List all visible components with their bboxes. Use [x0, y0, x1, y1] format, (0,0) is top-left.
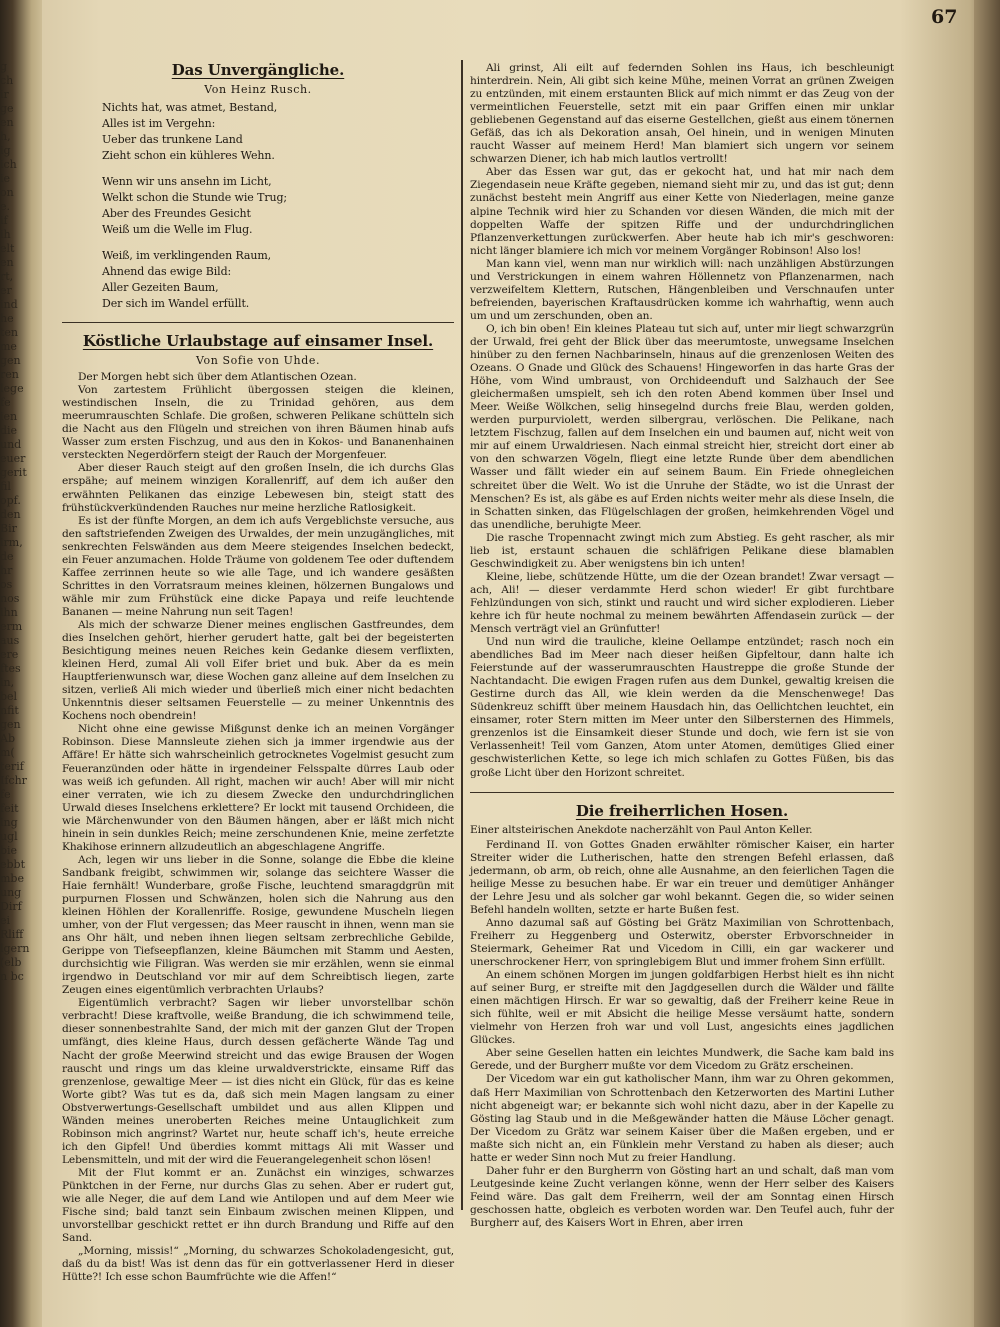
margin-fragment: h, — [0, 130, 11, 143]
margin-fragment: ihn — [0, 606, 18, 619]
margin-fragment: bel — [0, 690, 18, 703]
margin-fragment: fil — [0, 480, 11, 493]
margin-fragment: ung — [0, 886, 22, 899]
margin-fragment: ebbt — [0, 858, 26, 871]
margin-fragment: nos — [0, 592, 20, 605]
margin-fragment: ich — [0, 158, 17, 171]
paragraph: Aber seine Gesellen hatten ein leichtes Mundwerk, die Sache kam bald ins Gerede, und der Burgherr mußte vor dem Vicedom zu Grätz erscheinen. — [470, 1047, 894, 1073]
margin-fragment: he — [0, 312, 14, 325]
anecdote-intro: Einer altsteirischen Anekdote nacherzählt von Paul Anton Keller. — [470, 823, 813, 836]
anecdote-title: Die freiherrlichen Hosen. — [575, 801, 789, 820]
margin-fragment: ei — [0, 914, 11, 927]
paragraph: O, ich bin oben! Ein kleines Plateau tut sich auf, unter mir liegt schwarzgrün der Urwald, frei geht der Blick über das meerumtoste, unwegsame Inselchen hinüber zu den fernen Nachbarinseln, hinaus auf die grenzenlosen Weiten des Ozeans. O Gnade und Glück des Schauens! Hingeworfen in das harte Gras der Höhe, vom Wind umbraust, von Orchideenduft und Salzhauch der See gleichermaßen umspielt, seh ich den roten Abend kommen über Insel und Meer. Weiße Wölkchen, selig hinsegelnd durchs freie Blau, werden golden, werden purpurviolett, werden silbergrau, verlöschen. Die Pelikane, nach letztem Fischzug, fallen auf dem Inselchen ein und baumen auf, nicht weit von mir auf einem Urwaldriesen. Nach einmal streicht hier, streicht dort einer ab von den schwarzen Vögeln, fliegt eine letzte Runde über dem abendlichen Wasser und fällt wieder ein auf seinem Baum. Ein Friede ohnegleichen schreitet über die Welt. Wo ist die Unruhe der Städte, wo ist die Unrast der Menschen? Es ist, als gäbe es auf Erden nichts weiter mehr als diese Inseln, die in Schatten sinken, das Flügelschlagen der großen, heimkehrenden Vögel und das unendliche, beruhigte Meer. — [470, 322, 894, 531]
margin-fragment: Dirf — [0, 900, 22, 913]
margin-fragment: in, — [0, 676, 15, 689]
margin-fragment: e. — [0, 200, 11, 213]
margin-fragment: de — [0, 550, 14, 563]
paragraph: Eigentümlich verbracht? Sagen wir lieber unvorstellbar schön verbracht! Diese kraftvolle, weiße Brandung, die ich schwimmend teile, dieser sonnenbestrahlte Sand, der mich mit der ganzen Glut der Tropen umfängt, dies kleine Haus, durch dessen gefächerte Wände Tag und Nacht der große Meerwind streicht und das ewige Brausen der Wogen rauscht und rings um das kleine urwaldverstrickte, einsame Riff das grenzenlose, gewaltige Meer — ist dies nicht ein Glück, für das es keine Worte gibt? Was tut es da, daß sich mein Magen langsam zu einer Obstverwertungs-Gesellschaft umbildet und aus allen Klippen und Wänden meines uneroberten Reiches meine Untauglichkeit zum Robinson mich angrinst? Wartet nur, heute schaff ich's, heute erreiche ich den Gipfel! Und überdies kommt mittags Ali mit Wasser und Lebensmitteln, und mit der wird die Feuerangelegenheit schon lösen! — [62, 997, 454, 1166]
margin-fragment: Ab — [0, 732, 15, 745]
previous-page-margin — [0, 60, 34, 984]
paragraph: Als mich der schwarze Diener meines englischen Gastfreundes, dem dies Inselchen gehört, hierher gerudert hatte, galt bei der begeisterten Besichtigung meines neuen Reiches kein Gedanke diesem verflixten, kleinen Herd, zumal Ali voll Eifer briet und buk. Aber da es mein Hauptferienwunsch war, diese Wochen ganz alleine auf dem Inselchen zu sitzen, verließ Ali mich wieder und überließ mich einer nicht bedachten Unkenntnis dieser seltsamen Feuerstelle — zu meiner Unkenntnis des Kochens noch obendrein! — [62, 618, 454, 723]
poem-line: Ueber das trunkene Land — [102, 133, 243, 147]
poem-line: Ahnend das ewige Bild: — [102, 265, 232, 279]
margin-fragment: n bc — [0, 970, 24, 983]
margin-fragment: on — [0, 186, 14, 199]
margin-fragment: Rliff — [0, 928, 24, 941]
poem-line: Der sich im Wandel erfüllt. — [102, 297, 250, 311]
poem-line: Aber des Freundes Gesicht — [102, 207, 251, 221]
margin-fragment: me — [0, 340, 17, 353]
margin-fragment: gerit — [0, 466, 27, 479]
section-divider — [62, 322, 454, 323]
right-column — [470, 62, 894, 1230]
margin-fragment: gen — [0, 354, 21, 367]
margin-fragment: und — [0, 438, 22, 451]
margin-fragment: rt, — [0, 270, 14, 283]
paragraph: Ach, legen wir uns lieber in die Sonne, solange die Ebbe die kleine Sandbank freigibt, schwimmen wir, solange das seichtere Wasser die Haie fernhält! Wunderbare, große Fische, leuchtend smaragdgrün mit purpurnen Flossen und Schwänzen, holen sich die Nahrung aus den kleinen Höhlen der Korallenriffe. Rosige, gewundene Muscheln liegen umher, von der Flut vergessen; das Meer rauscht in ihnen, wenn man sie ans Ohr hält, und neben ihnen liegen seltsam zerbrechliche Gebilde, Gerippe von Tiefseepflanzen, kleine Bäumchen mit Stamm und Aesten, durchsichtig wie Filigran. Was werden sie mir erzählen, wenn sie einmal irgendwo in Deutschland vor mir auf dem Schreibtisch liegen, zarte Zeugen eines eigentümlich verbrachten Urlaubs? — [62, 853, 454, 997]
margin-fragment: mbe — [0, 872, 24, 885]
margin-fragment: elt — [0, 242, 15, 255]
story-byline: Von Sofie von Uhde. — [195, 354, 321, 368]
margin-fragment: ih — [0, 228, 11, 241]
paragraph: Ali grinst, Ali eilt auf federnden Sohlen ins Haus, ich beschleunigt hinterdrein. Nein, Ali gibt sich keine Mühe, meinen Vorrat an grünen Zweigen zu entzünden, mit einem erstaunten Blick auf mich nimmt er das Zeug von der vermeintlichen Feuerstelle, setzt mit ein paar Griffen einen mir unklar gebliebenen Gegenstand auf das eiserne Gestellchen, gießt aus einem tönernen Gefäß, das ich als Dekoration ansah, Oel hinein, und in wenigen Minuten raucht Wasser auf meinem Herd! Man blamiert sich ungern vor seinem schwarzen Diener, ich hab mich lautlos vertrollt! — [470, 62, 894, 166]
margin-fragment: ing — [0, 816, 18, 829]
poem-stanza — [102, 248, 454, 312]
paragraph: Die rasche Tropennacht zwingt mich zum Abstieg. Es geht rascher, als mir lieb ist, erstaunt schauen die schläfrigen Pelikane diese blamablen Geschwindigkeit zu. Aber wenigstens bin ich unten! — [470, 531, 894, 570]
paragraph: Der Vicedom war ein gut katholischer Mann, ihm war zu Ohren gekommen, daß Herr Maximilian von Schrottenbach den Ketzerworten des Martini Luther nicht abgeneigt war; er bekannte sich wohl nicht dazu, aber in der Kapelle zu Gösting lag Staub und in die Meßgewänder hatten die Mäuse Löcher genagt. Der Vicedom zu Grätz war seinem Kaiser über die Maßen ergeben, und er maßte sich nicht an, ein Fünklein mehr Verstand zu haben als dieser; auch hatte er weder Sinn noch Mut zu freier Handlung. — [470, 1073, 894, 1164]
margin-fragment: ie — [0, 172, 11, 185]
margin-fragment: ien — [0, 410, 18, 423]
margin-fragment: ind — [0, 298, 18, 311]
paragraph: Mit der Flut kommt er an. Zunächst ein winziges, schwarzes Pünktchen in der Ferne, nur durchs Glas zu sehen. Aber er rudert gut, wie alle Neger, die auf dem Land wie Antilopen und auf dem Meer wie Fische sind; bald tanzt sein Einbaum zwischen meinen Klippen, und unvorstellbar geschickt rettet er ihn durch Brandung und Riffe auf den Sand. — [62, 1166, 454, 1245]
margin-fragment: if — [0, 214, 8, 227]
paragraph: Und nun wird die trauliche, kleine Oellampe entzündet; rasch noch ein abendliches Bad im Meer nach dieser heißen Gipfeltour, dann halte ich Feierstunde auf der wasserumrauschten Haustreppe die große Stunde der Nachtandacht. Die ewigen Fragen rufen aus dem Dunkel, gewaltig kreisen die Gestirne durch das All, wie klein werden da die Menschenwege! Das Südenkreuz schifft über meinem Hausdach hin, das Oellichtchen leuchtet, ein einsamer, roter Stern mitten im Meer unter den Silbersternen des Himmels, grenzenlos ist die Einsamkeit dieser Stunde und doch, wie fern ist sie von Verlassenheit! Teil vom Ganzen, Atom unter Atomen, demütiges Glied einer geschwisterlichen Kette, so lege ich mich schlafen zu Gottes Füßen, bis das große Licht über den Horizont schreitet. — [470, 636, 894, 779]
anecdote-text — [470, 839, 894, 1230]
paragraph: Der Morgen hebt sich über dem Atlantischen Ozean. — [78, 371, 357, 384]
margin-fragment: fe — [0, 788, 11, 801]
margin-fragment: ir — [0, 88, 9, 101]
margin-fragment: Bir — [0, 522, 17, 535]
poem-line: Weiß um die Welle im Flug. — [102, 223, 253, 237]
margin-fragment: feit — [0, 802, 19, 815]
paragraph: Nicht ohne eine gewisse Mißgunst denke ich an meinen Vorgänger Robinson. Diese Mannsleute ziehen sich ja immer irgendwie aus der Affäre! Er hätte sich wahrscheinlich getrocknetes Vogelmist gesucht zum Feueranzünden oder hätte in irgendeiner Felsspalte dürres Laub oder was weiß ich gefunden. All right, machen wir auch! Aber will mir nicht einer verraten, wie ich zu diesem Zwecke den undurchdringlichen Urwald dieses Inselchens erklettere? Er lockt mit tausend Orchideen, die wie Märchenwunder von den Bäumen hängen, aber er läßt mich nicht hinein in sein dunkles Reich; meine zerschundenen Knie, meine zerfetzte Khakihose erinnern allzudeutlich an abgeschlagene Angriffe. — [62, 723, 454, 853]
margin-fragment: terif — [0, 760, 24, 773]
page-number: 67 — [931, 6, 958, 28]
margin-fragment: Ifchr — [0, 774, 27, 787]
story-text-right — [470, 62, 894, 780]
poem-line: Zieht schon ein kühleres Wehn. — [102, 149, 275, 163]
margin-fragment: aus — [0, 634, 20, 647]
poem-line: Welkt schon die Stunde wie Trug; — [102, 191, 288, 205]
poem-line: Weiß, im verklingenden Raum, — [102, 249, 272, 263]
story-title: Köstliche Urlaubstage auf einsamer Insel. — [82, 332, 434, 351]
margin-fragment: irm, — [0, 536, 23, 549]
paragraph: Aber das Essen war gut, das er gekocht hat, und hat mir nach dem Ziegendasein neue Kräfte gegeben, niemand sieht mir zu, und das ist gut; denn zunächst besteht mein Angriff aus einer Kette von Niederlagen, meine ganze alpine Technik wird hier zu Schanden vor diesen Wänden, die mich mit der doppelten Waffe der spitzen Riffe und der undurchdringlichen Pflanzenverkettungen zurückwerfen. Aber heute hab ich mir's geschworen: nicht länger blamiere ich mich vor meinem Vorgänger Robinson! Also los! — [470, 166, 894, 257]
paragraph: Man kann viel, wenn man nur wirklich will: nach unzähligen Abstürzungen und Verstrickungen in einem wahren Höllennetz von Pflanzenarmen, nach verzweifeltem Klettern, Rutschen, Hängenbleiben und Verschnaufen unter befreienden, bayerischen Kraftausdrücken komme ich wahrhaftig, wenn auch um und um zerschunden, oben an. — [470, 257, 894, 322]
section-divider — [470, 792, 894, 793]
margin-fragment: er — [0, 284, 12, 297]
paragraph: Anno dazumal saß auf Gösting bei Grätz Maximilian von Schrottenbach, Freiherr zu Heggenberg und Osterwitz, oberster Erbvorschneider in Steiermark, Geheimer Rat und Vicedom in Cilli, ein gar wackerer und unerschrockener Herr, von springlebigem Blut und immer frohem Sinn erfüllt. — [470, 916, 894, 969]
poem-line: Wenn wir uns ansehn im Licht, — [102, 175, 272, 189]
margin-fragment: ig — [0, 144, 11, 157]
margin-fragment: lgern — [0, 942, 30, 955]
margin-fragment: ten — [0, 326, 19, 339]
page-edge — [974, 0, 1000, 1327]
paragraph: Aber dieser Rauch steigt auf den großen Inseln, die ich durchs Glas erspähe; auf meinem winzigen Korallenriff, auf dem ich außer den erwähnten Pelikanen das einzige Lebewesen bin, steigt statt des frühstückverkündenden Rauches nur meine herzliche Ratlosigkeit. — [62, 462, 454, 514]
poem-byline: Von Heinz Rusch. — [204, 83, 312, 96]
margin-fragment: ere — [0, 648, 19, 661]
paragraph: Es ist der fünfte Morgen, an dem ich aufs Vergeblichste versuche, aus den saftstriefenden Zweigen des Urwaldes, der mein unzugängliches, mit senkrechten Felswänden aus dem Meere steigendes Inselchen bedeckt, ein Feuer anzumachen. Holde Träume von goldenem Tee oder duftendem Kaffee zerrinnen heute so wie alle Tage, und ich wandere gesäßten Schrittes in den Vorratsraum meines kleinen, hölzernen Bungalows und wähle mir zum Frühstück eine dicke Papaya und reife leuchtende Bananen — meine Nahrung nun seit Tagen! — [62, 514, 454, 618]
paragraph: Von zartestem Frühlicht übergossen steigen die kleinen, westindischen Inseln, die zu Trinidad gehören, aus dem meerumrauschten Schlafe. Die großen, schweren Pelikane schütteln sich die Nacht aus den Flügeln und streichen von ihren Bäumen hinab aufs Wasser zum ersten Fischzug, und aus den in Kokos- und Bananenhainen versteckten Negerdörfern steigt der Rauch der Morgenfeuer. — [62, 384, 454, 462]
poem-title: Das Unvergängliche. — [171, 61, 345, 79]
margin-fragment: ge — [0, 102, 14, 115]
margin-fragment: nfit — [0, 704, 19, 717]
margin-fragment: bie — [0, 844, 18, 857]
left-column — [62, 60, 454, 1284]
paragraph: „Morning, missis!“ „Morning, du schwarzes Schokoladengesicht, gut, daß du da bist! Was ist denn das für ein gottverlassener Herd in dieser Hütte?! Ich esse schon Baumfrüchte wie die Affen!“ — [62, 1245, 454, 1284]
margin-fragment: hr — [0, 564, 13, 577]
margin-fragment: die — [0, 424, 18, 437]
margin-fragment: en — [0, 256, 14, 269]
column-divider — [461, 60, 463, 1210]
margin-fragment: ch — [0, 74, 14, 87]
margin-fragment: en — [0, 116, 14, 129]
margin-fragment: ren — [0, 368, 19, 381]
margin-fragment: ftes — [0, 662, 21, 675]
poem-line: Aller Gezeiten Baum, — [102, 281, 219, 295]
poem-body — [102, 100, 454, 312]
poem-line: Alles ist im Vergehn: — [102, 117, 216, 131]
margin-fragment: fe — [0, 396, 11, 409]
poem-stanza — [102, 174, 454, 238]
margin-fragment: gen — [0, 718, 21, 731]
margin-fragment: opf. — [0, 494, 21, 507]
margin-fragment: erm — [0, 620, 23, 633]
paragraph: Ferdinand II. von Gottes Gnaden erwählter römischer Kaiser, ein harter Streiter wider die Lutherischen, hatte den strengen Befehl erlassen, daß jedermann, ob arm, ob reich, ohne alle Ausnahme, an den feierlichen Tagen die heilige Messe zu besuchen habe. Er war ein treuer und demütiger Anhänger der Lehre Jesu und als solcher gar wohl bekannt. Gegen die, so wider seinen Befehl handeln wollten, setzte er harte Bußen fest. — [470, 838, 894, 916]
margin-fragment: g — [0, 60, 8, 73]
paragraph: Kleine, liebe, schützende Hütte, um die der Ozean brandet! Zwar versagt — ach, Ali! — dieser verdammte Herd schon wieder! Er gibt furchtbare Fehlzündungen von sich, stinkt und raucht und wird sicher explodieren. Lieber kehre ich für heute nochmal zu meinem bewährten Affendasein zurück — der Mensch verträgt viel an Grünfutter! — [470, 570, 894, 636]
margin-fragment: lege — [0, 382, 24, 395]
margin-fragment: ugl — [0, 830, 18, 843]
poem-line: Nichts hat, was atmet, Bestand, — [102, 101, 278, 115]
margin-fragment: m( — [0, 746, 15, 759]
margin-fragment: euer — [0, 452, 26, 465]
margin-fragment: den — [0, 508, 21, 521]
paragraph: Daher fuhr er den Burgherrn von Gösting hart an und schalt, daß man vom Leutgesinde keine Zucht verlangen könne, wenn der Herr selber des Kaisers Feind wäre. Das galt dem Freiherrn, weil der am Sonntag einen Hirsch geschossen hatte, obgleich es verboten worden war. Den Teufel auch, fuhr der Burgherr auf, des Kaisers Wort in Ehren, aber irren — [470, 1164, 894, 1229]
story-text-left — [62, 371, 454, 1284]
poem-stanza — [102, 100, 454, 164]
margin-fragment: (elb — [0, 956, 22, 969]
margin-fragment: os — [0, 578, 13, 591]
paragraph: An einem schönen Morgen im jungen goldfarbigen Herbst hielt es ihn nicht auf seiner Burg, er streifte mit den Jagdgesellen durch die Wälder und fällte einen mächtigen Hirsch. Er war so gewaltig, daß der Freiherr keine Reue in sich fühlte, weil er mit Absicht die heilige Messe versäumt hatte, sondern vielmehr von Herzen froh war und voll Lust, angesichts eines jagdlichen Glückes. — [470, 969, 894, 1047]
